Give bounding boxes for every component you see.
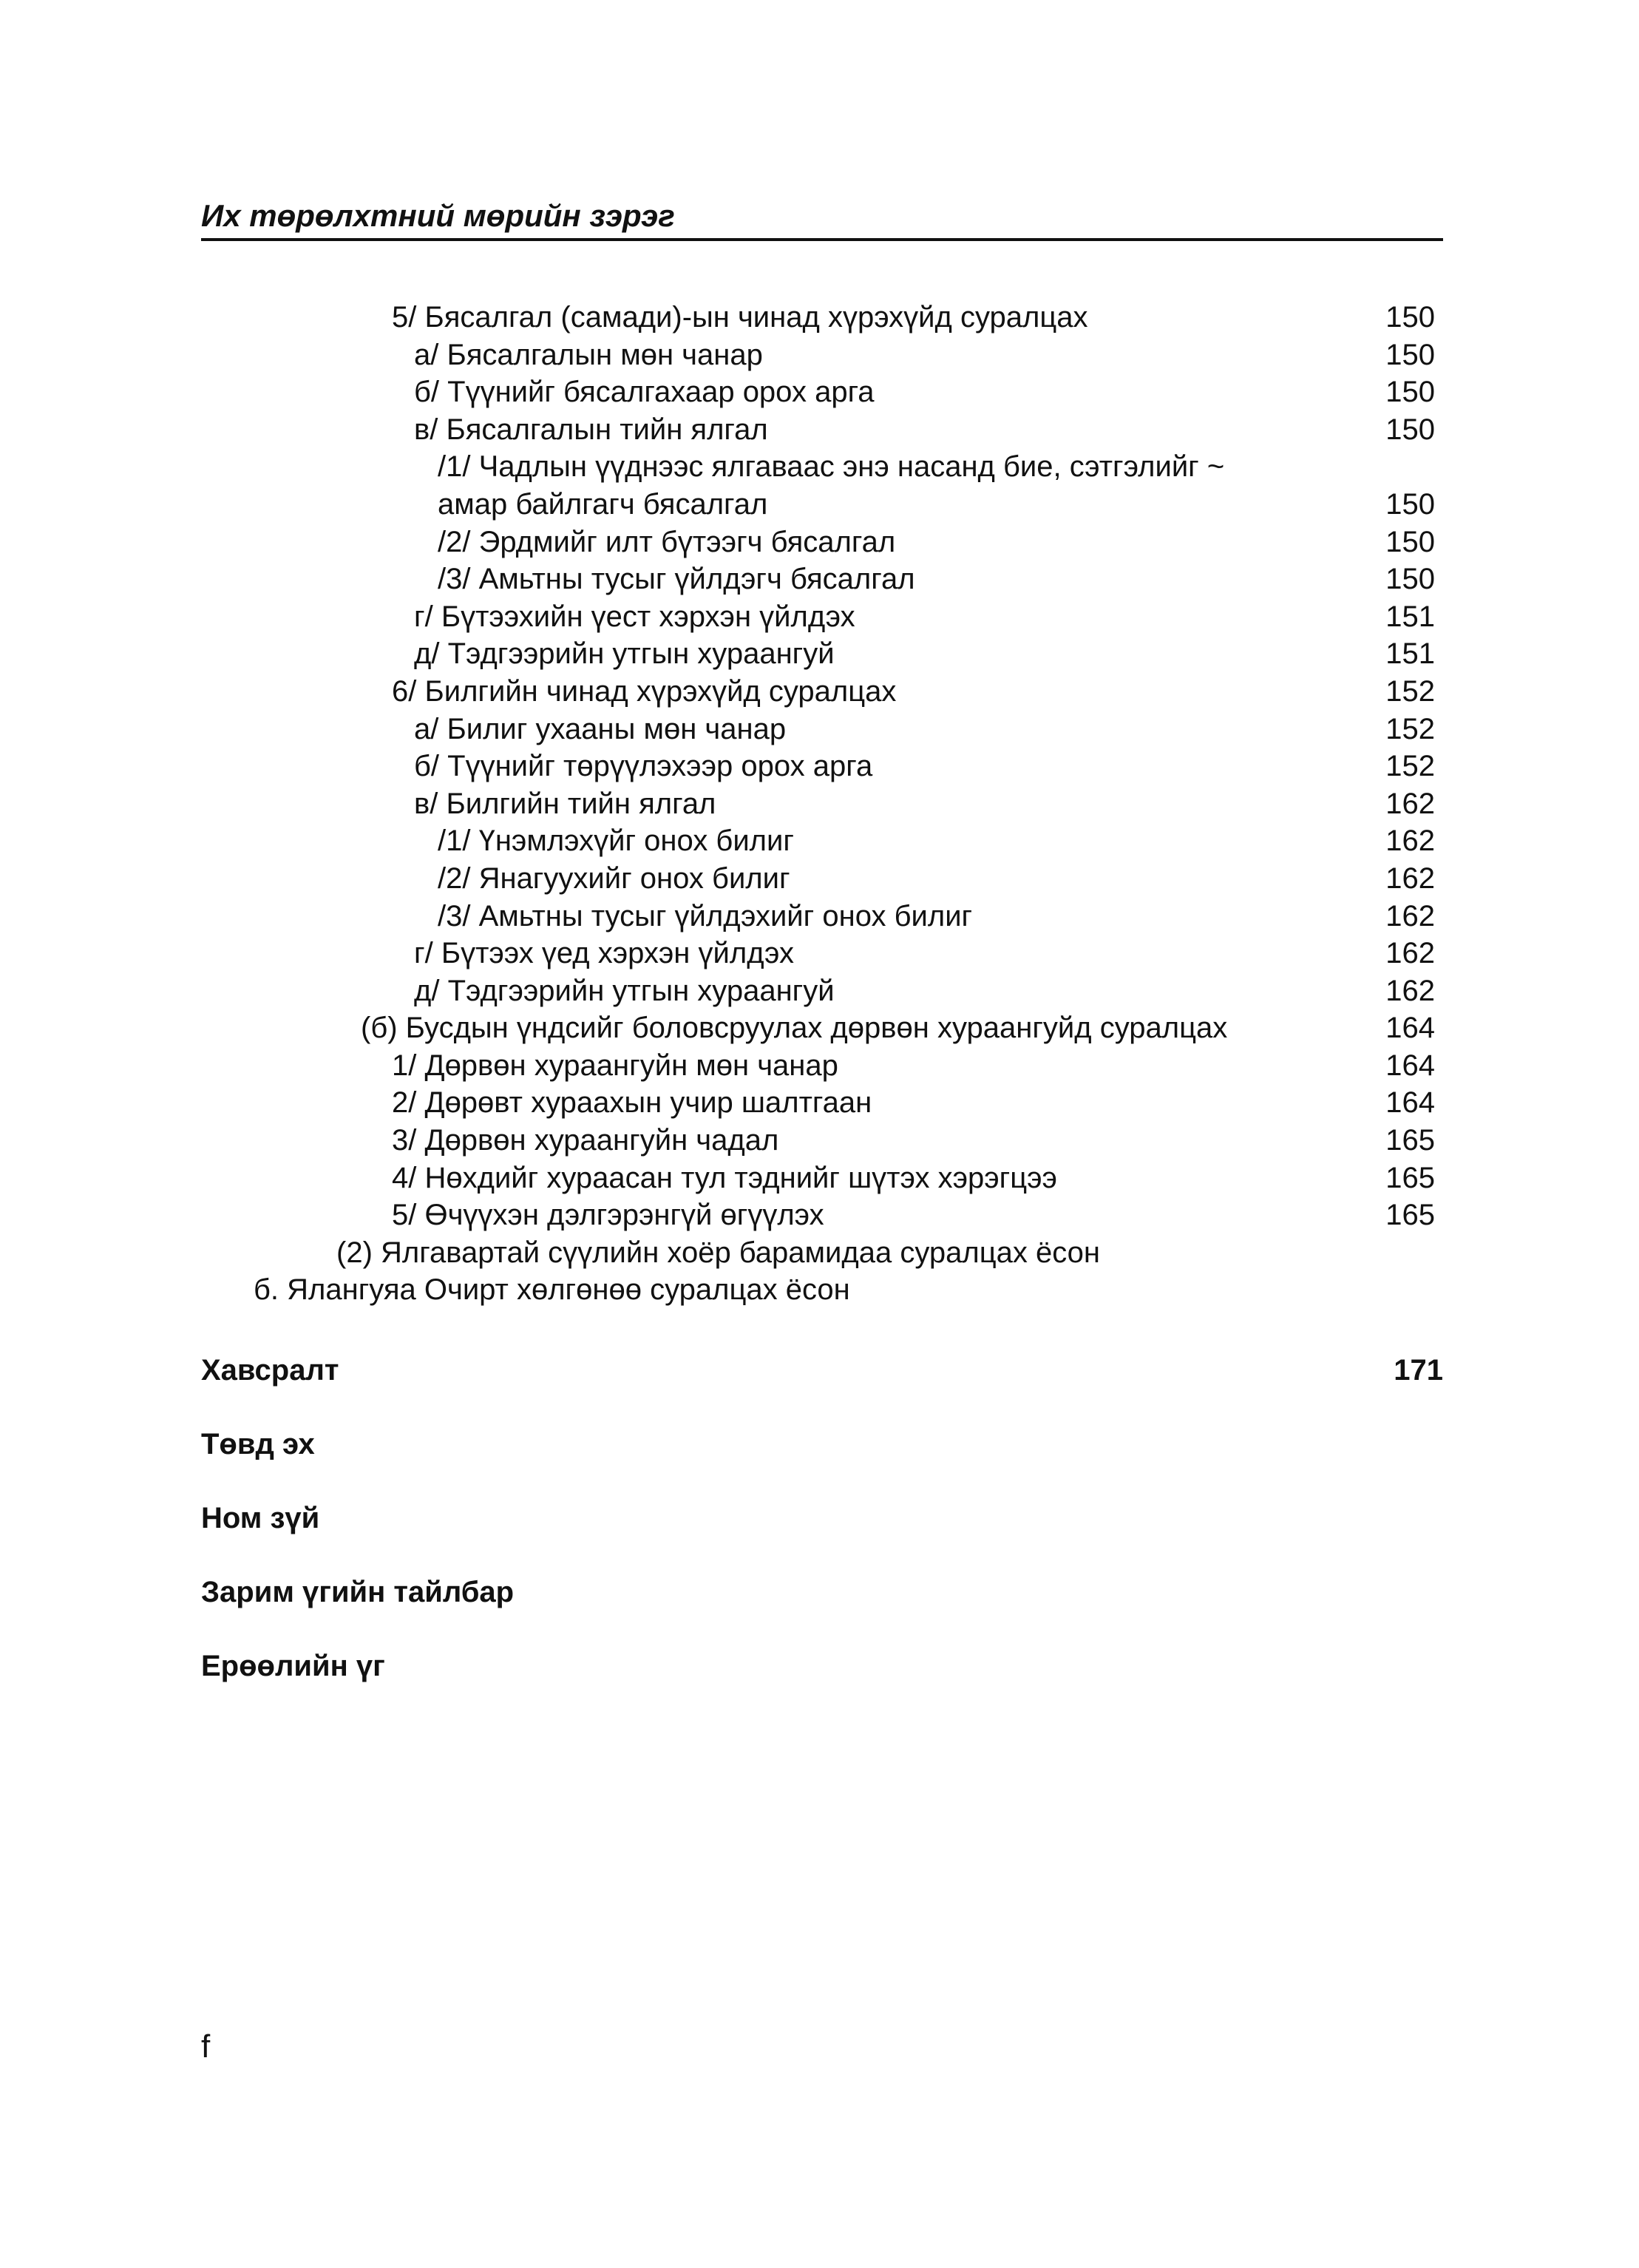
toc-entry-label: б/ Түүнийг бясалгахаар орох арга: [414, 376, 875, 409]
toc-entry: [0, 411, 1639, 449]
toc-entry-label: 6/ Билгийн чинад хүрэхүйд суралцах: [392, 674, 897, 708]
table-of-contents: [0, 299, 1639, 1309]
toc-entry-page: 165: [1385, 1199, 1435, 1232]
toc-entry-label: б/ Түүнийг төрүүлэхээр орох арга: [414, 750, 873, 783]
toc-entry-label: 2/ Дөрөвт хураахын учир шалтгаан: [392, 1086, 872, 1120]
page-folio: f: [201, 2028, 211, 2065]
running-header-title: Их төрөлхтний мөрийн зэрэг: [201, 198, 675, 233]
toc-entry: [0, 1196, 1639, 1234]
back-matter-entry: [201, 1572, 1443, 1612]
toc-entry-label: г/ Бүтээх үед хэрхэн үйлдэх: [414, 937, 794, 970]
back-matter-label: Ерөөлийн үг: [201, 1650, 385, 1682]
toc-entry-page: 162: [1385, 937, 1435, 970]
toc-entry-label: д/ Тэдгээрийн утгын хураангуй: [414, 637, 835, 671]
toc-entry: [0, 598, 1639, 636]
back-matter-label: Төвд эх: [201, 1428, 315, 1460]
toc-entry-label: /1/ Чадлын үүднээс ялгаваас энэ насанд бие, сэтгэлийг ~: [438, 450, 1225, 484]
toc-entry-page: 152: [1385, 750, 1435, 783]
toc-entry-label: /1/ Үнэмлэхүйг онох билиг: [438, 825, 794, 858]
toc-entry-label: 5/ Бясалгал (самади)-ын чинад хүрэхүйд суралцах: [392, 301, 1088, 334]
toc-entry-label: б. Ялангуяа Очирт хөлгөнөө суралцах ёсон: [254, 1273, 850, 1307]
toc-entry-page: 152: [1385, 712, 1435, 745]
toc-entry-page: 151: [1385, 600, 1435, 633]
toc-entry-page: 165: [1385, 1124, 1435, 1157]
toc-entry-label: (2) Ялгавартай сүүлийн хоёр барамидаа суралцах ёсон: [336, 1236, 1101, 1269]
toc-entry-page: 162: [1385, 899, 1435, 932]
toc-entry: [0, 1009, 1639, 1047]
toc-entry: [0, 1234, 1639, 1272]
toc-entry: [0, 822, 1639, 860]
toc-entry-page: 150: [1385, 413, 1435, 446]
toc-entry-label: /3/ Амьтны тусыг үйлдэгч бясалгал: [438, 563, 915, 596]
toc-entry-label: а/ Бясалгалын мөн чанар: [414, 338, 763, 371]
toc-entry: [0, 448, 1639, 486]
toc-entry: [0, 1271, 1639, 1309]
toc-entry: [0, 486, 1639, 524]
toc-entry-label: амар байлгагч бясалгал: [438, 487, 768, 521]
back-matter-page: 171: [1394, 1354, 1443, 1387]
back-matter-entry: [201, 1350, 1443, 1390]
toc-entry-page: 162: [1385, 787, 1435, 820]
toc-entry: [0, 711, 1639, 748]
toc-entry: [0, 1047, 1639, 1085]
toc-entry-page: 164: [1385, 1049, 1435, 1082]
toc-entry-page: 165: [1385, 1161, 1435, 1194]
toc-entry: [0, 898, 1639, 935]
toc-entry-page: 164: [1385, 1086, 1435, 1120]
back-matter-entry: [201, 1646, 1443, 1686]
toc-entry-page: 150: [1385, 487, 1435, 521]
toc-entry-label: 3/ Дөрвөн хураангуйн чадал: [392, 1124, 779, 1157]
toc-entry-page: 162: [1385, 861, 1435, 895]
toc-entry-label: (б) Бусдын үндсийг боловсруулах дөрвөн хураангуйд суралцах: [361, 1012, 1228, 1045]
toc-entry-page: 150: [1385, 525, 1435, 558]
toc-entry-label: 1/ Дөрвөн хураангуйн мөн чанар: [392, 1049, 838, 1082]
toc-entry-label: а/ Билиг ухааны мөн чанар: [414, 712, 787, 745]
toc-entry: [0, 748, 1639, 785]
toc-entry-label: /2/ Эрдмийг илт бүтээгч бясалгал: [438, 525, 896, 558]
toc-entry: [0, 673, 1639, 711]
back-matter-label: Ном зүй: [201, 1502, 320, 1534]
back-matter-label: Зарим үгийн тайлбар: [201, 1576, 515, 1608]
toc-entry: [0, 860, 1639, 898]
toc-entry: [0, 1160, 1639, 1197]
toc-entry-page: 162: [1385, 825, 1435, 858]
toc-entry-label: г/ Бүтээхийн үест хэрхэн үйлдэх: [414, 600, 855, 633]
back-matter-entry: [201, 1498, 1443, 1538]
toc-entry-label: /2/ Янагуухийг онох билиг: [438, 861, 790, 895]
toc-entry: [0, 336, 1639, 374]
toc-entry-page: 150: [1385, 376, 1435, 409]
toc-entry: [0, 935, 1639, 972]
toc-entry: [0, 972, 1639, 1010]
back-matter-label: Хавсралт: [201, 1354, 339, 1387]
toc-entry-page: 150: [1385, 563, 1435, 596]
toc-entry: [0, 561, 1639, 598]
toc-entry-page: 152: [1385, 674, 1435, 708]
toc-entry: [0, 524, 1639, 561]
toc-entry-label: /3/ Амьтны тусыг үйлдэхийг онох билиг: [438, 899, 973, 932]
toc-entry-page: 150: [1385, 338, 1435, 371]
toc-entry: [0, 299, 1639, 336]
running-header: [201, 194, 1443, 241]
toc-entry: [0, 1084, 1639, 1122]
toc-entry: [0, 1122, 1639, 1160]
toc-entry: [0, 785, 1639, 823]
toc-entry-page: 162: [1385, 974, 1435, 1007]
toc-entry-label: в/ Билгийн тийн ялгал: [414, 787, 716, 820]
toc-entry-label: 4/ Нөхдийг хураасан тул тэднийг шүтэх хэрэгцээ: [392, 1161, 1057, 1194]
toc-entry-label: 5/ Өчүүхэн дэлгэрэнгүй өгүүлэх: [392, 1199, 824, 1232]
toc-entry-page: 150: [1385, 301, 1435, 334]
back-matter-entry: [201, 1424, 1443, 1464]
toc-entry-page: 151: [1385, 637, 1435, 671]
toc-entry: [0, 635, 1639, 673]
toc-entry-label: в/ Бясалгалын тийн ялгал: [414, 413, 768, 446]
toc-entry-label: д/ Тэдгээрийн утгын хураангуй: [414, 974, 835, 1007]
toc-entry: [0, 373, 1639, 411]
toc-entry-page: 164: [1385, 1012, 1435, 1045]
